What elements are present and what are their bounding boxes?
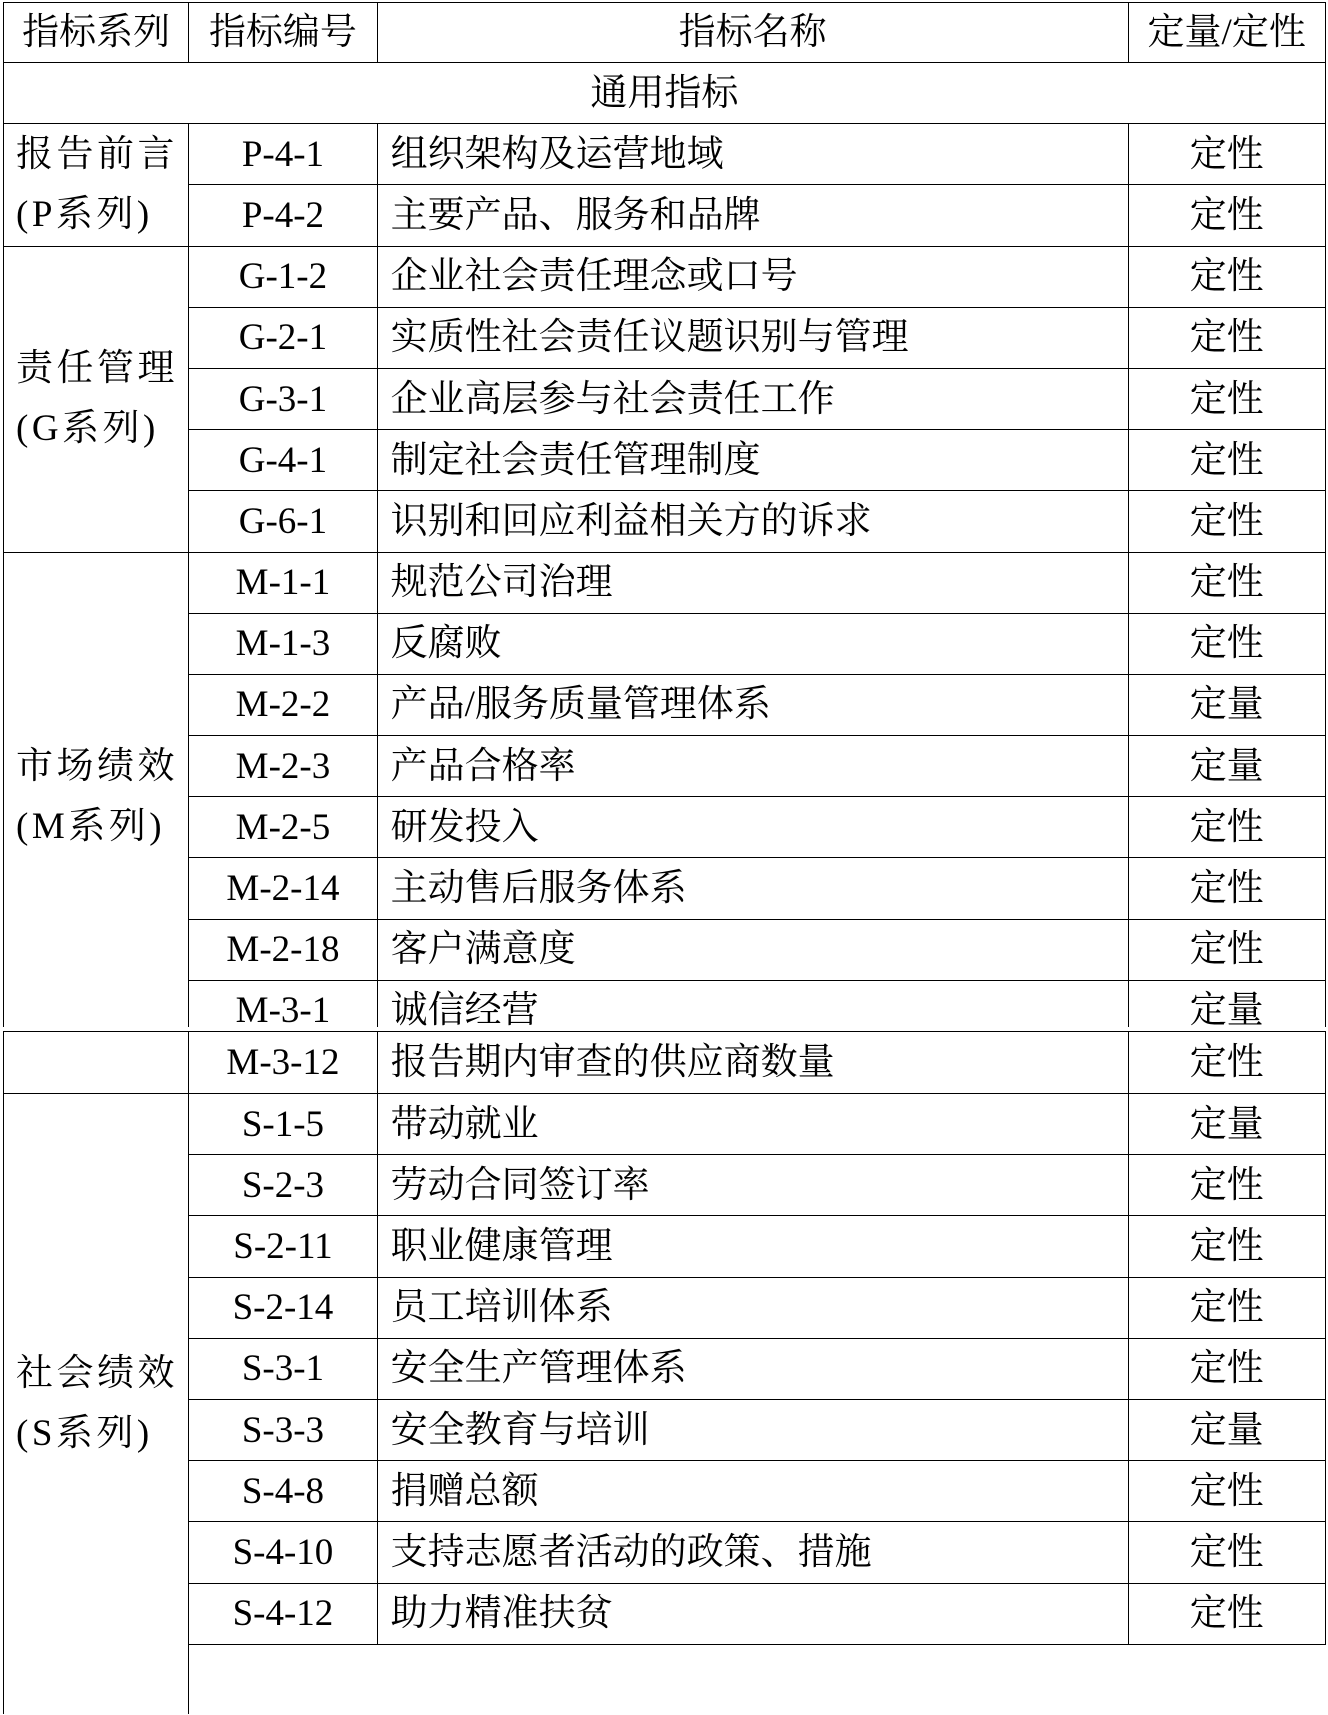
indicator-code: G-3-1 xyxy=(189,369,377,430)
series-label-name: 市场绩效 xyxy=(16,745,178,787)
indicator-type: 定性 xyxy=(1129,1278,1326,1339)
indicator-type: 定性 xyxy=(1129,553,1326,614)
indicator-name: 主要产品、服务和品牌 xyxy=(378,185,1129,246)
indicator-type: 定性 xyxy=(1129,430,1326,491)
indicator-name: 诚信经营 xyxy=(378,981,1129,1027)
indicator-name: 捐赠总额 xyxy=(378,1461,1129,1522)
indicator-code: S-3-3 xyxy=(189,1400,377,1461)
indicator-name: 员工培训体系 xyxy=(378,1278,1129,1339)
series-label-code: (G系列) xyxy=(16,408,159,450)
indicator-code: M-2-5 xyxy=(189,797,377,858)
indicator-name: 安全教育与培训 xyxy=(378,1400,1129,1461)
series-label-p xyxy=(4,124,189,246)
indicator-code: M-3-12 xyxy=(189,1032,377,1094)
indicator-name: 产品/服务质量管理体系 xyxy=(378,675,1129,736)
indicator-code: M-2-18 xyxy=(189,920,377,981)
indicator-name: 主动售后服务体系 xyxy=(378,858,1129,919)
indicator-type: 定性 xyxy=(1129,1155,1326,1216)
series-label-code: (P系列) xyxy=(16,193,153,235)
section-title: 通用指标 xyxy=(4,63,1326,124)
indicator-code: S-4-10 xyxy=(189,1522,377,1583)
indicator-code: M-2-2 xyxy=(189,675,377,736)
indicator-type: 定性 xyxy=(1129,308,1326,369)
indicator-name: 研发投入 xyxy=(378,797,1129,858)
series-label-name: 责任管理 xyxy=(16,348,178,390)
indicator-name: 客户满意度 xyxy=(378,920,1129,981)
indicator-type: 定性 xyxy=(1129,185,1326,246)
indicator-name: 安全生产管理体系 xyxy=(378,1339,1129,1400)
header-series: 指标系列 xyxy=(4,3,189,63)
series-label-name: 报告前言 xyxy=(16,133,178,175)
indicator-code: M-2-14 xyxy=(189,858,377,919)
indicator-type: 定量 xyxy=(1129,981,1326,1027)
indicator-code: M-1-1 xyxy=(189,553,377,614)
indicator-code: G-1-2 xyxy=(189,247,377,308)
indicator-type: 定性 xyxy=(1129,247,1326,308)
indicator-name: 识别和回应利益相关方的诉求 xyxy=(378,491,1129,552)
indicator-name: 支持志愿者活动的政策、措施 xyxy=(378,1522,1129,1583)
indicator-type: 定性 xyxy=(1129,369,1326,430)
indicator-table-part-2 xyxy=(3,1031,1326,1714)
indicator-code: S-4-8 xyxy=(189,1461,377,1522)
indicator-type: 定性 xyxy=(1129,1339,1326,1400)
indicator-name: 组织架构及运营地域 xyxy=(378,124,1129,185)
indicator-type: 定性 xyxy=(1129,797,1326,858)
indicator-type: 定性 xyxy=(1129,858,1326,919)
indicator-code: S-2-3 xyxy=(189,1155,377,1216)
indicator-name: 规范公司治理 xyxy=(378,553,1129,614)
indicator-type: 定性 xyxy=(1129,614,1326,675)
indicator-code: P-4-2 xyxy=(189,185,377,246)
indicator-name: 反腐败 xyxy=(378,614,1129,675)
header-name: 指标名称 xyxy=(378,3,1129,63)
indicator-code: P-4-1 xyxy=(189,124,377,185)
indicator-code: G-2-1 xyxy=(189,308,377,369)
indicator-code: S-2-14 xyxy=(189,1278,377,1339)
indicator-name: 劳动合同签订率 xyxy=(378,1155,1129,1216)
indicator-code: S-1-5 xyxy=(189,1094,377,1155)
indicator-type: 定性 xyxy=(1129,1522,1326,1583)
indicator-name: 实质性社会责任议题识别与管理 xyxy=(378,308,1129,369)
indicator-type: 定量 xyxy=(1129,675,1326,736)
indicator-name: 带动就业 xyxy=(378,1094,1129,1155)
series-label-name: 社会绩效 xyxy=(16,1352,178,1394)
indicator-code: G-4-1 xyxy=(189,430,377,491)
indicator-name: 制定社会责任管理制度 xyxy=(378,430,1129,491)
series-label-code: (M系列) xyxy=(16,805,166,847)
indicator-code: M-1-3 xyxy=(189,614,377,675)
series-label-g xyxy=(4,247,189,553)
indicator-code: M-3-1 xyxy=(189,981,377,1027)
indicator-type: 定量 xyxy=(1129,1094,1326,1155)
indicator-name: 助力精准扶贫 xyxy=(378,1584,1129,1645)
indicator-type: 定性 xyxy=(1129,491,1326,552)
indicator-type: 定性 xyxy=(1129,1216,1326,1277)
indicator-type: 定性 xyxy=(1129,1032,1326,1094)
indicator-code: G-6-1 xyxy=(189,491,377,552)
indicator-code: S-3-1 xyxy=(189,1339,377,1400)
indicator-table-part-1 xyxy=(3,2,1326,1027)
indicator-type: 定性 xyxy=(1129,920,1326,981)
header-code: 指标编号 xyxy=(189,3,377,63)
series-label-s xyxy=(4,1094,189,1714)
indicator-name: 职业健康管理 xyxy=(378,1216,1129,1277)
indicator-name: 企业高层参与社会责任工作 xyxy=(378,369,1129,430)
indicator-name: 企业社会责任理念或口号 xyxy=(378,247,1129,308)
series-label-continuation xyxy=(4,1032,189,1094)
indicator-type: 定性 xyxy=(1129,124,1326,185)
indicator-code: S-2-11 xyxy=(189,1216,377,1277)
indicator-code: S-4-12 xyxy=(189,1584,377,1645)
series-label-m xyxy=(4,553,189,1028)
indicator-type: 定性 xyxy=(1129,1461,1326,1522)
header-type: 定量/定性 xyxy=(1129,3,1326,63)
indicator-type: 定量 xyxy=(1129,1400,1326,1461)
indicator-code: M-2-3 xyxy=(189,736,377,797)
indicator-type: 定量 xyxy=(1129,736,1326,797)
indicator-type: 定性 xyxy=(1129,1584,1326,1645)
indicator-name: 产品合格率 xyxy=(378,736,1129,797)
series-label-code: (S系列) xyxy=(16,1412,153,1454)
indicator-name: 报告期内审查的供应商数量 xyxy=(378,1032,1129,1094)
